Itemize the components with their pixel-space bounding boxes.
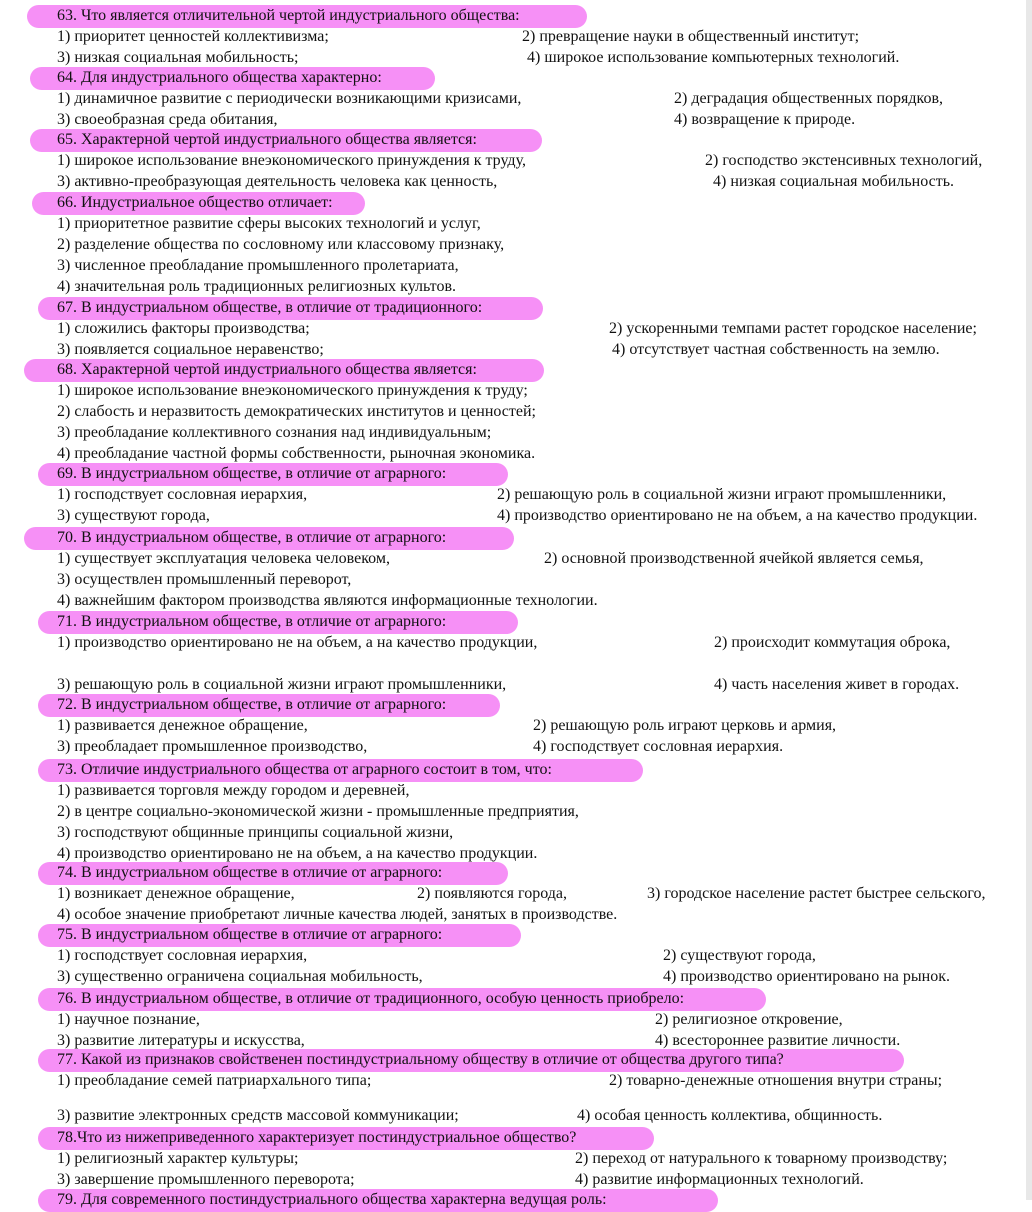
answer-option: 1) развивается торговля между городом и деревней, (57, 782, 410, 799)
answer-option: 3) появляется социальное неравенство; (57, 341, 324, 358)
answer-option: 4) низкая социальная мобильность. (713, 173, 954, 190)
answer-option: 2) религиозное откровение, (655, 1011, 843, 1028)
answer-option: 4) особое значение приобретают личные качества людей, занятых в производстве. (57, 906, 618, 923)
question-title: 77. Какой из признаков свойственен постиндустриальному обществу в отличие от общества другого типа? (57, 1051, 784, 1068)
answer-option: 1) широкое использование внеэкономического принуждения к труду; (57, 382, 528, 399)
answer-option: 3) активно-преобразующая деятельность человека как ценность, (57, 173, 498, 190)
answer-option: 3) численное преобладание промышленного пролетариата, (57, 257, 459, 274)
answer-option: 1) преобладание семей патриархального типа; (57, 1072, 372, 1089)
question-title: 69. В индустриальном обществе, в отличие от аграрного: (57, 465, 447, 482)
answer-option: 3) развитие электронных средств массовой коммуникации; (57, 1107, 459, 1124)
answer-option: 4) отсутствует частная собственность на землю. (612, 341, 940, 358)
answer-option: 1) приоритет ценностей коллективизма; (57, 28, 329, 45)
answer-option: 4) производство ориентировано на рынок. (663, 968, 950, 985)
question-title: 65. Характерной чертой индустриального общества является: (57, 131, 477, 148)
answer-option: 1) производство ориентировано не на объем, а на качество продукции, (57, 634, 538, 651)
question-title: 76. В индустриальном обществе, в отличие от традиционного, особую ценность приобрело: (57, 990, 685, 1007)
answer-option: 4) всестороннее развитие личности. (655, 1032, 901, 1049)
answer-option: 2) разделение общества по сословному или классовому признаку, (57, 236, 505, 253)
answer-option: 3) господствуют общинные принципы социальной жизни, (57, 824, 454, 841)
answer-option: 2) деградация общественных порядков, (674, 90, 944, 107)
answer-option: 3) низкая социальная мобильность; (57, 49, 299, 66)
answer-option: 1) научное познание, (57, 1011, 200, 1028)
question-title: 70. В индустриальном обществе, в отличие от аграрного: (57, 529, 447, 546)
answer-option: 3) преобладает промышленное производство, (57, 738, 368, 755)
answer-option: 2) товарно-денежные отношения внутри страны; (609, 1072, 943, 1089)
answer-option: 3) развитие литературы и искусства, (57, 1032, 305, 1049)
answer-option: 2) происходит коммутация оброка, (714, 634, 951, 651)
answer-option: 4) производство ориентировано не на объем, а на качество продукции. (497, 507, 978, 524)
answer-option: 3) решающую роль в социальной жизни играют промышленники, (57, 676, 507, 693)
question-title: 75. В индустриальном обществе в отличие от аграрного: (57, 926, 443, 943)
answer-option: 3) городское население растет быстрее сельского, (647, 885, 986, 902)
question-title: 64. Для индустриального общества характерно: (57, 69, 382, 86)
answer-option: 2) в центре социально-экономической жизни - промышленные предприятия, (57, 803, 579, 820)
answer-option: 1) сложились факторы производства; (57, 320, 310, 337)
answer-option: 3) осуществлен промышленный переворот, (57, 571, 352, 588)
answer-option: 2) ускоренными темпами растет городское население; (609, 320, 977, 337)
answer-option: 2) превращение науки в общественный институт; (522, 28, 860, 45)
answer-option: 1) господствует сословная иерархия, (57, 947, 308, 964)
answer-option: 3) преобладание коллективного сознания над индивидуальным; (57, 424, 492, 441)
scrollbar-edge[interactable] (1026, 0, 1032, 1200)
answer-option: 3) своеобразная среда обитания, (57, 111, 278, 128)
question-title: 68. Характерной чертой индустриального общества является: (57, 361, 477, 378)
answer-option: 3) существуют города, (57, 507, 210, 524)
answer-option: 2) слабость и неразвитость демократических институтов и ценностей; (57, 403, 536, 420)
answer-option: 4) преобладание частной формы собственности, рыночная экономика. (57, 445, 536, 462)
question-title: 74. В индустриальном обществе в отличие от аграрного: (57, 864, 443, 881)
answer-option: 4) господствует сословная иерархия. (533, 738, 784, 755)
answer-option: 1) существует эксплуатация человека человеком, (57, 550, 390, 567)
answer-option: 4) развитие информационных технологий. (575, 1171, 864, 1188)
answer-option: 4) важнейшим фактором производства являются информационные технологии. (57, 592, 598, 609)
answer-option: 1) широкое использование внеэкономического принуждения к труду, (57, 152, 526, 169)
question-title: 72. В индустриальном обществе, в отличие от аграрного: (57, 696, 447, 713)
answer-option: 2) переход от натурального к товарному производству; (575, 1150, 948, 1167)
answer-option: 2) существуют города, (663, 947, 816, 964)
answer-option: 4) возвращение к природе. (674, 111, 856, 128)
answer-option: 2) основной производственной ячейкой является семья, (544, 550, 924, 567)
answer-option: 3) существенно ограничена социальная мобильность, (57, 968, 423, 985)
answer-option: 2) появляются города, (417, 885, 567, 902)
answer-option: 4) часть населения живет в городах. (714, 676, 960, 693)
question-title: 73. Отличие индустриального общества от аграрного состоит в том, что: (57, 761, 552, 778)
question-title: 79. Для современного постиндустриального общества характерна ведущая роль: (57, 1191, 607, 1208)
answer-option: 4) широкое использование компьютерных технологий. (527, 49, 900, 66)
answer-option: 1) возникает денежное обращение, (57, 885, 295, 902)
answer-option: 1) развивается денежное обращение, (57, 717, 308, 734)
question-title: 63. Что является отличительной чертой индустриального общества: (57, 7, 520, 24)
question-title: 67. В индустриальном обществе, в отличие от традиционного: (57, 299, 483, 316)
question-title: 71. В индустриальном обществе, в отличие от аграрного: (57, 613, 447, 630)
answer-option: 1) господствует сословная иерархия, (57, 486, 308, 503)
answer-option: 4) производство ориентировано не на объем, а на качество продукции. (57, 845, 538, 862)
answer-option: 1) приоритетное развитие сферы высоких технологий и услуг, (57, 215, 481, 232)
answer-option: 2) решающую роль в социальной жизни играют промышленники, (497, 486, 947, 503)
answer-option: 1) религиозный характер культуры; (57, 1150, 299, 1167)
answer-option: 2) господство экстенсивных технологий, (705, 152, 983, 169)
question-title: 66. Индустриальное общество отличает: (57, 194, 333, 211)
answer-option: 4) особая ценность коллектива, общинность. (577, 1107, 883, 1124)
answer-option: 1) динамичное развитие с периодически возникающими кризисами, (57, 90, 522, 107)
answer-option: 4) значительная роль традиционных религиозных культов. (57, 278, 456, 295)
question-title: 78.Что из нижеприведенного характеризует постиндустриальное общество? (57, 1129, 577, 1146)
answer-option: 3) завершение промышленного переворота; (57, 1171, 355, 1188)
answer-option: 2) решающую роль играют церковь и армия, (533, 717, 837, 734)
